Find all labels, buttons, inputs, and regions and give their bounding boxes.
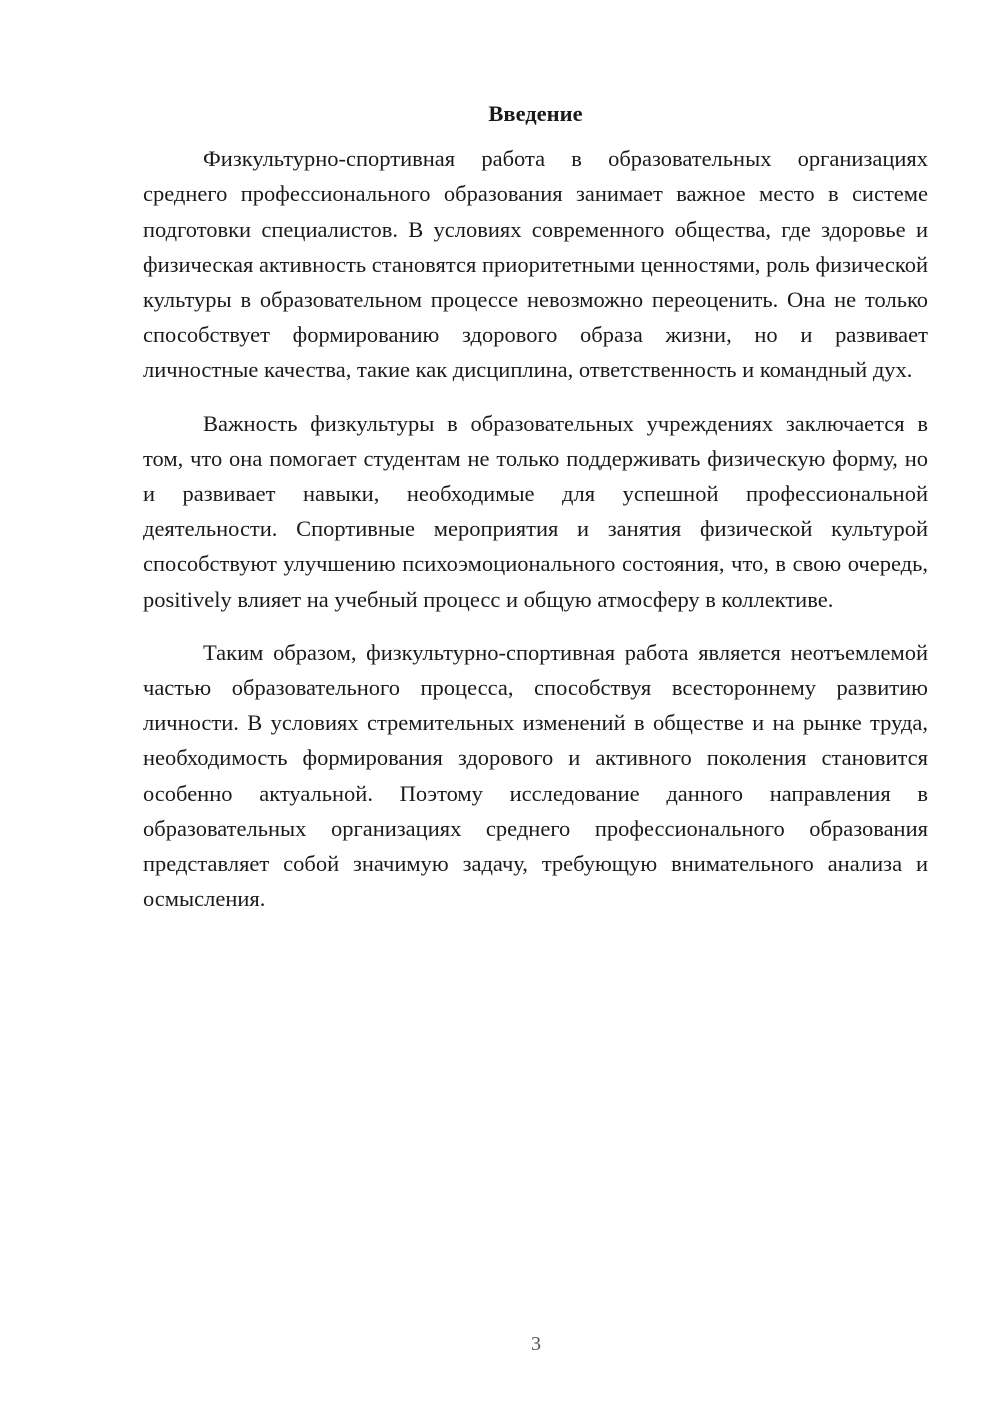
paragraph-2: Важность физкультуры в образовательных учреждениях заключается в том, что она помогает студентам не только поддерживать физическую форму, но и развивает навыки, необходимые для успешной профессиональной деятельности. Спортивные мероприятия и занятия физической культурой способствуют улучшению психоэмоционального состояния, что, в свою очередь, positively влияет на учебный процесс и общую атмосферу в коллективе.: [143, 410, 928, 612]
section-title: Введение: [488, 101, 583, 126]
paragraph-3: Таким образом, физкультурно-спортивная работа является неотъемлемой частью образовательного процесса, способствуя всестороннему развитию личности. В условиях стремительных изменений в обществе и на рынке труда, необходимость формирования здорового и активного поколения становится особенно актуальной. Поэтому исследование данного направления в образовательных организациях среднего профессионального образования представляет собой значимую задачу, требующую внимательного анализа и осмысления.: [143, 639, 928, 912]
page-content: [143, 96, 928, 934]
page-number: 3: [531, 1333, 541, 1355]
paragraph-1: Физкультурно-спортивная работа в образовательных организациях среднего профессионального образования занимает важное место в системе подготовки специалистов. В условиях современного общества, где здоровье и физическая активность становятся приоритетными ценностями, роль физической культуры в образовательном процессе невозможно переоценить. Она не только способствует формированию здорового образа жизни, но и развивает личностные качества, такие как дисциплина, ответственность и командный дух.: [143, 146, 928, 383]
